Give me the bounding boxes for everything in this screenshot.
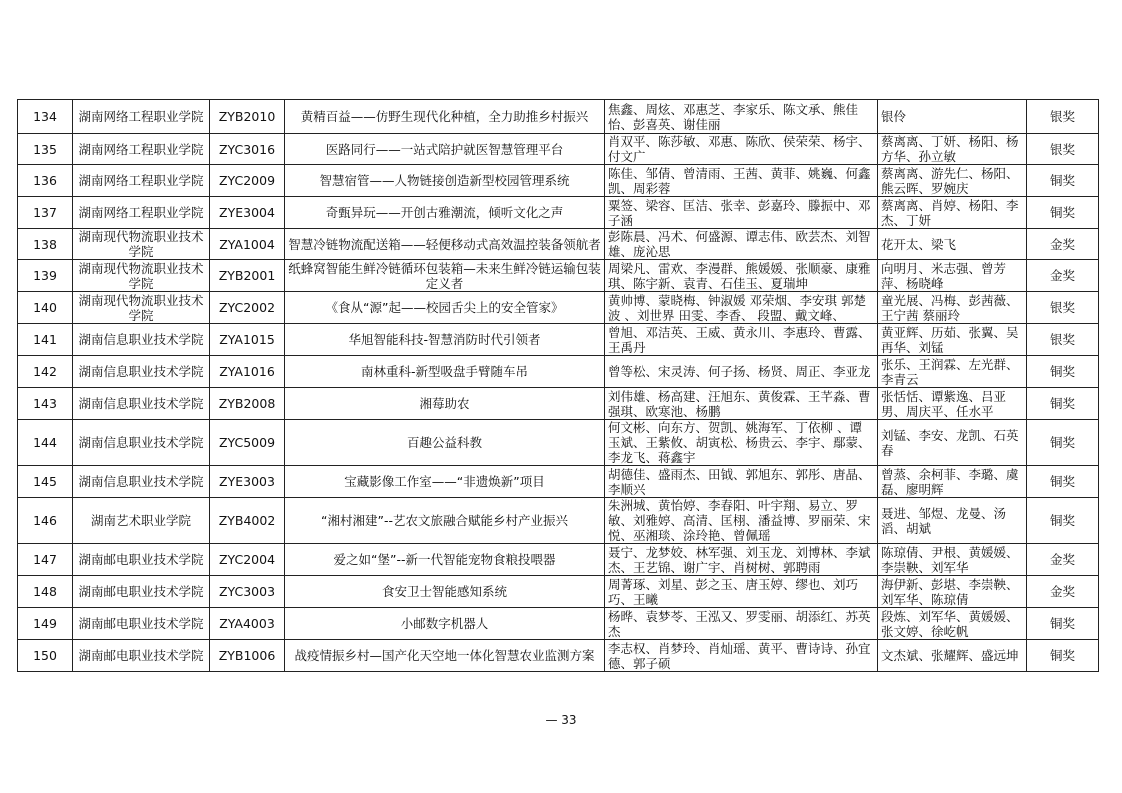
advisors-cell: 文杰斌、张耀辉、盛远坤	[878, 640, 1027, 672]
table-row	[18, 466, 1099, 498]
project-name-cell: 《食从“源”起——校园舌尖上的安全管家》	[285, 292, 605, 324]
project-code-cell: ZYC2002	[210, 292, 285, 324]
table-body	[18, 100, 1099, 672]
project-code-cell: ZYE3004	[210, 197, 285, 229]
team-members-cell: 杨晔、袁梦苓、王泓又、罗雯丽、胡添红、苏英杰	[605, 608, 878, 640]
table-row	[18, 608, 1099, 640]
table-row	[18, 197, 1099, 229]
project-code-cell: ZYB2001	[210, 260, 285, 292]
project-name-cell: “湘村湘建”--艺农文旅融合赋能乡村产业振兴	[285, 498, 605, 544]
school-name-cell: 湖南信息职业技术学院	[73, 356, 210, 388]
table-row	[18, 165, 1099, 197]
advisors-cell: 陈琼倩、尹根、黄媛媛、李崇鞅、刘军华	[878, 544, 1027, 576]
project-code-cell: ZYB1006	[210, 640, 285, 672]
team-members-cell: 周菁琢、刘星、彭之玉、唐玉婷、缪也、刘巧巧、王曦	[605, 576, 878, 608]
school-name-cell: 湖南邮电职业技术学院	[73, 576, 210, 608]
project-code-cell: ZYA1016	[210, 356, 285, 388]
project-code-cell: ZYB2010	[210, 100, 285, 134]
project-code-cell: ZYA1015	[210, 324, 285, 356]
row-number-cell: 141	[18, 324, 73, 356]
award-level-cell: 铜奖	[1027, 640, 1099, 672]
row-number-cell: 147	[18, 544, 73, 576]
row-number-cell: 138	[18, 229, 73, 260]
school-name-cell: 湖南现代物流职业技术学院	[73, 229, 210, 260]
table-row	[18, 576, 1099, 608]
team-members-cell: 黄帅博、蒙晓梅、钟淑媛 邓荣烟、李安琪 郭楚波 、刘世界 田雯、李香、 段盟、戴文峰、	[605, 292, 878, 324]
team-members-cell: 聂宁、龙梦姣、林军强、刘玉龙、刘博林、李斌杰、王艺锦、谢广宇、肖树树、郭聘雨	[605, 544, 878, 576]
school-name-cell: 湖南现代物流职业技术学院	[73, 260, 210, 292]
row-number-cell: 135	[18, 134, 73, 165]
project-code-cell: ZYB2008	[210, 388, 285, 420]
award-level-cell: 银奖	[1027, 292, 1099, 324]
award-level-cell: 金奖	[1027, 544, 1099, 576]
project-name-cell: 湘莓助农	[285, 388, 605, 420]
table-row	[18, 388, 1099, 420]
advisors-cell: 银伶	[878, 100, 1027, 134]
award-level-cell: 铜奖	[1027, 197, 1099, 229]
team-members-cell: 粟签、梁容、匡洁、张幸、彭嘉玲、滕振中、邓子涵	[605, 197, 878, 229]
award-level-cell: 银奖	[1027, 324, 1099, 356]
team-members-cell: 曾旭、邓洁英、王威、黄永川、李惠玲、曹露、王禹丹	[605, 324, 878, 356]
table-row	[18, 134, 1099, 165]
advisors-cell: 童光展、冯梅、彭茜薇、王宁茜 蔡丽玲	[878, 292, 1027, 324]
table-row	[18, 498, 1099, 544]
school-name-cell: 湖南网络工程职业学院	[73, 165, 210, 197]
school-name-cell: 湖南信息职业技术学院	[73, 324, 210, 356]
team-members-cell: 彭陈晨、冯术、何盛源、谭志伟、欧芸杰、刘智雄、庞沁思	[605, 229, 878, 260]
project-code-cell: ZYB4002	[210, 498, 285, 544]
row-number-cell: 149	[18, 608, 73, 640]
advisors-cell: 海伊新、彭堪、李崇鞅、刘军华、陈琼倩	[878, 576, 1027, 608]
award-level-cell: 银奖	[1027, 100, 1099, 134]
team-members-cell: 陈佳、邹倩、曾清雨、王茜、黄菲、姚巍、何鑫凯、周彩蓉	[605, 165, 878, 197]
project-name-cell: 黄精百益——仿野生现代化种植，全力助推乡村振兴	[285, 100, 605, 134]
row-number-cell: 139	[18, 260, 73, 292]
project-code-cell: ZYA1004	[210, 229, 285, 260]
row-number-cell: 150	[18, 640, 73, 672]
row-number-cell: 140	[18, 292, 73, 324]
row-number-cell: 142	[18, 356, 73, 388]
award-level-cell: 金奖	[1027, 229, 1099, 260]
school-name-cell: 湖南网络工程职业学院	[73, 197, 210, 229]
project-code-cell: ZYC2009	[210, 165, 285, 197]
team-members-cell: 李志权、肖梦玲、肖灿瑶、黄平、曹诗诗、孙宜德、郭子硕	[605, 640, 878, 672]
school-name-cell: 湖南信息职业技术学院	[73, 466, 210, 498]
school-name-cell: 湖南信息职业技术学院	[73, 420, 210, 466]
row-number-cell: 145	[18, 466, 73, 498]
team-members-cell: 曾等松、宋灵涛、何子扬、杨贤、周正、李亚龙	[605, 356, 878, 388]
table-row	[18, 260, 1099, 292]
award-level-cell: 铜奖	[1027, 356, 1099, 388]
school-name-cell: 湖南现代物流职业技术学院	[73, 292, 210, 324]
table-row	[18, 544, 1099, 576]
advisors-cell: 曾蒸、余柯菲、李璐、虞磊、廖明辉	[878, 466, 1027, 498]
project-code-cell: ZYE3003	[210, 466, 285, 498]
award-level-cell: 银奖	[1027, 134, 1099, 165]
school-name-cell: 湖南网络工程职业学院	[73, 134, 210, 165]
project-name-cell: 智慧宿管——人物链接创造新型校园管理系统	[285, 165, 605, 197]
row-number-cell: 146	[18, 498, 73, 544]
project-name-cell: 小邮数字机器人	[285, 608, 605, 640]
table-row	[18, 229, 1099, 260]
team-members-cell: 周梁凡、雷欢、李漫群、熊媛媛、张顺豪、康雅琪、陈宇新、袁青、石佳玉、夏瑞坤	[605, 260, 878, 292]
project-name-cell: 纸蜂窝智能生鲜冷链循环包装箱—未来生鲜冷链运输包装定义者	[285, 260, 605, 292]
project-name-cell: 宝藏影像工作室——“非遗焕新”项目	[285, 466, 605, 498]
team-members-cell: 肖双平、陈莎敏、邓惠、陈欣、侯荣荣、杨宇、付文广	[605, 134, 878, 165]
project-code-cell: ZYC3016	[210, 134, 285, 165]
award-level-cell: 铜奖	[1027, 165, 1099, 197]
team-members-cell: 何文彬、向东方、贺凯、姚海军、丁依柳 、谭玉斌、王紫攸、胡寅松、杨贵云、李宇、鄢蒙、李龙飞、蒋鑫宇	[605, 420, 878, 466]
table-row	[18, 420, 1099, 466]
school-name-cell: 湖南网络工程职业学院	[73, 100, 210, 134]
award-level-cell: 铜奖	[1027, 466, 1099, 498]
row-number-cell: 144	[18, 420, 73, 466]
team-members-cell: 焦鑫、周炫、邓惠芝、李家乐、陈文承、熊佳怡、彭喜英、谢佳丽	[605, 100, 878, 134]
team-members-cell: 刘伟雄、杨高建、汪旭东、黄俊霖、王芊淼、曹强琪、欧寒池、杨鹏	[605, 388, 878, 420]
award-level-cell: 铜奖	[1027, 420, 1099, 466]
row-number-cell: 137	[18, 197, 73, 229]
team-members-cell: 胡德佳、盛雨杰、田钺、郭旭东、郭彤、唐晶、李顺兴	[605, 466, 878, 498]
school-name-cell: 湖南邮电职业技术学院	[73, 640, 210, 672]
row-number-cell: 136	[18, 165, 73, 197]
advisors-cell: 张恬恬、谭紫逸、吕亚男、周庆平、任水平	[878, 388, 1027, 420]
award-level-cell: 金奖	[1027, 260, 1099, 292]
project-name-cell: 战疫情振乡村—国产化天空地一体化智慧农业监测方案	[285, 640, 605, 672]
project-name-cell: 爱之如“堡”--新一代智能宠物食粮投喂器	[285, 544, 605, 576]
advisors-cell: 花开太、梁飞	[878, 229, 1027, 260]
advisors-cell: 蔡离离、丁妍、杨阳、杨方华、孙立敏	[878, 134, 1027, 165]
award-level-cell: 铜奖	[1027, 388, 1099, 420]
advisors-cell: 蔡离离、肖婷、杨阳、李杰、丁妍	[878, 197, 1027, 229]
school-name-cell: 湖南艺术职业学院	[73, 498, 210, 544]
project-code-cell: ZYC5009	[210, 420, 285, 466]
project-code-cell: ZYC2004	[210, 544, 285, 576]
school-name-cell: 湖南邮电职业技术学院	[73, 544, 210, 576]
advisors-cell: 聂进、邹煜、龙曼、汤滔、胡斌	[878, 498, 1027, 544]
award-level-cell: 铜奖	[1027, 498, 1099, 544]
project-code-cell: ZYC3003	[210, 576, 285, 608]
table-row	[18, 324, 1099, 356]
project-name-cell: 医路同行——一站式陪护就医智慧管理平台	[285, 134, 605, 165]
advisors-cell: 段炼、刘军华、黄媛媛、张文婷、徐屹帆	[878, 608, 1027, 640]
project-name-cell: 智慧冷链物流配送箱——轻便移动式高效温控装备领航者	[285, 229, 605, 260]
advisors-cell: 向明月、米志强、曾芳萍、杨晓峰	[878, 260, 1027, 292]
project-name-cell: 奇甄异玩——开创古雅潮流，倾听文化之声	[285, 197, 605, 229]
school-name-cell: 湖南信息职业技术学院	[73, 388, 210, 420]
table-row	[18, 356, 1099, 388]
page-number: — 33	[545, 713, 577, 727]
award-level-cell: 铜奖	[1027, 608, 1099, 640]
project-code-cell: ZYA4003	[210, 608, 285, 640]
advisors-cell: 张乐、王润霖、左光群、李青云	[878, 356, 1027, 388]
project-name-cell: 南林重科-新型吸盘手臂随车吊	[285, 356, 605, 388]
advisors-cell: 刘锰、李安、龙凯、石英春	[878, 420, 1027, 466]
project-name-cell: 百趣公益科教	[285, 420, 605, 466]
award-level-cell: 金奖	[1027, 576, 1099, 608]
advisors-cell: 黄亚辉、历茹、张翼、吴再华、刘锰	[878, 324, 1027, 356]
project-name-cell: 华旭智能科技-智慧消防时代引领者	[285, 324, 605, 356]
table-row	[18, 292, 1099, 324]
award-table	[17, 99, 1099, 672]
table-row	[18, 640, 1099, 672]
row-number-cell: 134	[18, 100, 73, 134]
row-number-cell: 148	[18, 576, 73, 608]
school-name-cell: 湖南邮电职业技术学院	[73, 608, 210, 640]
table-row	[18, 100, 1099, 134]
project-name-cell: 食安卫士智能感知系统	[285, 576, 605, 608]
row-number-cell: 143	[18, 388, 73, 420]
advisors-cell: 蔡离离、游先仁、杨阳、熊云晖、罗婉庆	[878, 165, 1027, 197]
team-members-cell: 朱洲城、黄怡婷、李春阳、叶宇翔、易立、罗敏、刘雅婷、高清、匡栩、潘益博、罗丽荣、宋悦、巫湘琰、涂玲艳、曾佩瑶	[605, 498, 878, 544]
